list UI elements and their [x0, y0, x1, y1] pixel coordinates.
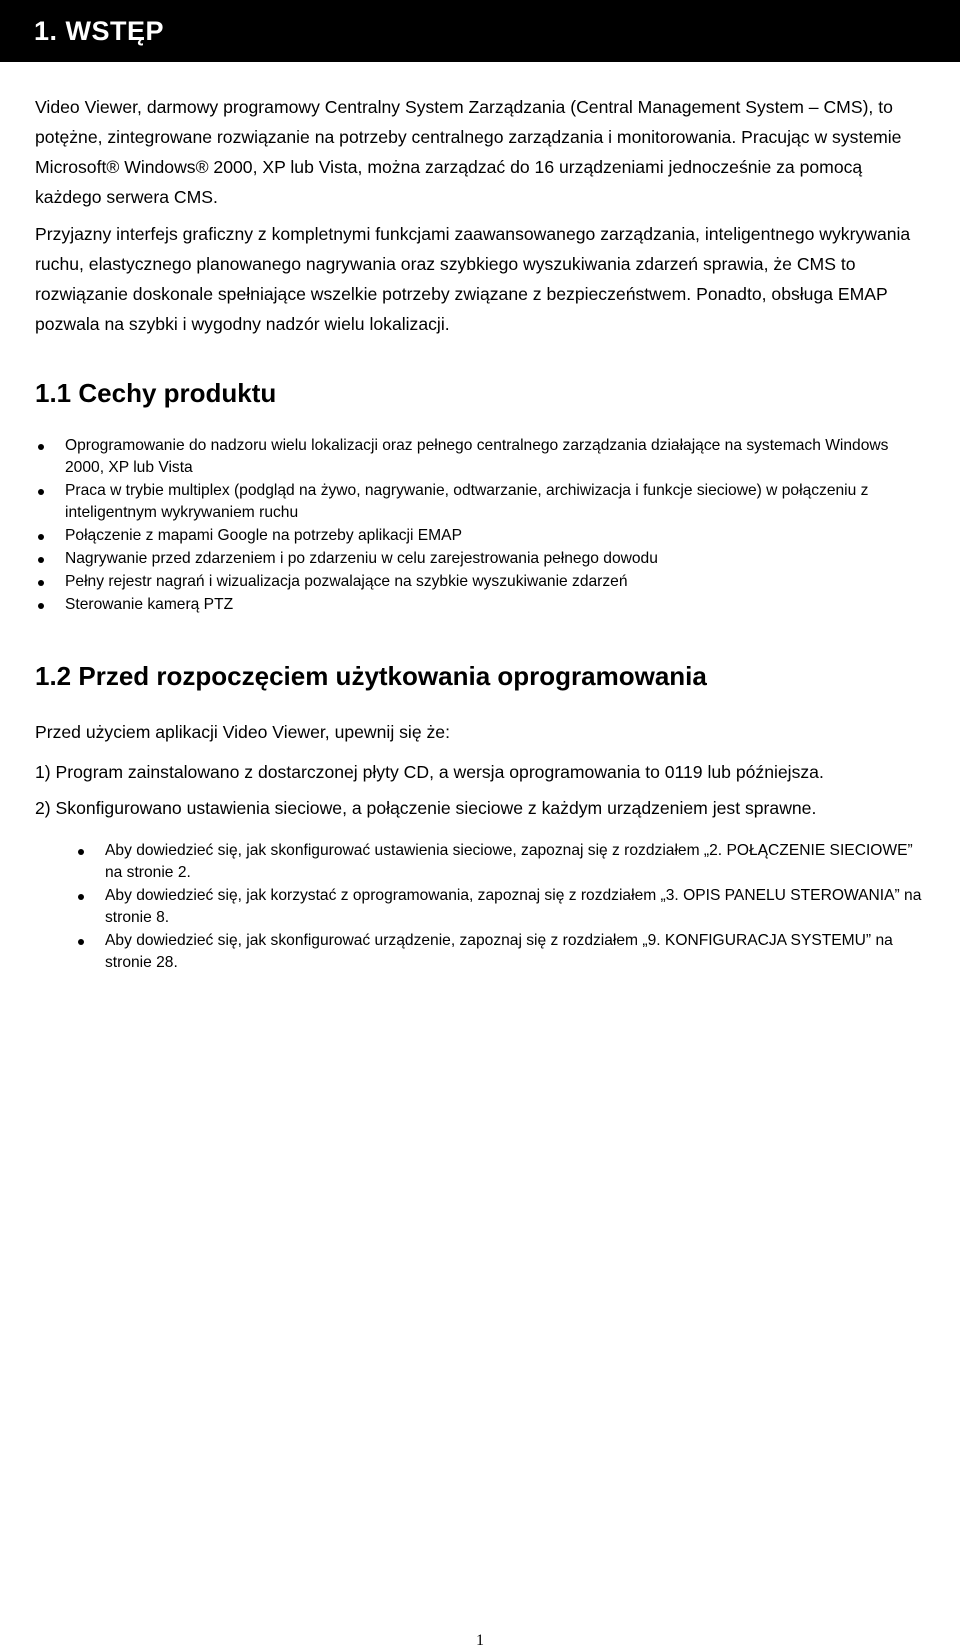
requirement-step: 2) Skonfigurowano ustawienia sieciowe, a połączenie sieciowe z każdym urządzeniem jest sprawne. — [35, 798, 817, 818]
list-item: Połączenie z mapami Google na potrzeby aplikacji EMAP — [35, 525, 927, 547]
list-item: Aby dowiedzieć się, jak skonfigurować ustawienia sieciowe, zapoznaj się z rozdziałem „2. POŁĄCZENIE SIECIOWE” na stronie 2. — [75, 840, 927, 884]
before-use-heading: 1.2 Przed rozpoczęciem użytkowania oprogramowania — [35, 661, 707, 691]
features-section — [35, 377, 927, 616]
chapter-title: 1. WSTĘP — [34, 16, 165, 46]
list-item: Nagrywanie przed zdarzeniem i po zdarzeniu w celu zarejestrowania pełnego dowodu — [35, 548, 927, 570]
before-use-section — [35, 660, 927, 974]
list-item: Aby dowiedzieć się, jak skonfigurować urządzenie, zapoznaj się z rozdziałem „9. KONFIGURACJA SYSTEMU” na stronie 28. — [75, 930, 927, 974]
chapter-title-bar — [0, 0, 960, 62]
intro-paragraph: Video Viewer, darmowy programowy Centralny System Zarządzania (Central Management System – CMS), to potężne, zintegrowane rozwiązanie na potrzeby centralnego zarządzania i monitorowania. Pracując w systemie Microsoft® Windows® 2000, XP lub Vista, można zarządzać do 16 urządzeniami jednocześnie za pomocą każdego serwera CMS. — [35, 97, 902, 207]
features-heading: 1.1 Cechy produktu — [35, 378, 277, 408]
features-list — [35, 435, 927, 616]
list-item: Sterowanie kamerą PTZ — [35, 594, 927, 616]
list-item: Praca w trybie multiplex (podgląd na żywo, nagrywanie, odtwarzanie, archiwizacja i funkcje sieciowe) w połączeniu z inteligentnym wykrywaniem ruchu — [35, 480, 927, 524]
list-item: Aby dowiedzieć się, jak korzystać z oprogramowania, zapoznaj się z rozdziałem „3. OPIS PANELU STEROWANIA” na stronie 8. — [75, 885, 927, 929]
page-number: 1 — [476, 1632, 484, 1649]
page-content — [35, 92, 927, 975]
intro-paragraph: Przyjazny interfejs graficzny z kompletnymi funkcjami zaawansowanego zarządzania, inteligentnego wykrywania ruchu, elastycznego planowanego nagrywania oraz szybkiego wyszukiwania zdarzeń sprawia, że CMS to rozwiązanie doskonale spełniające wszelkie potrzeby związane z bezpieczeństwem. Ponadto, obsługa EMAP pozwala na szybki i wygodny nadzór wielu lokalizacji. — [35, 224, 911, 334]
intro-section — [35, 92, 927, 339]
before-use-lead: Przed użyciem aplikacji Video Viewer, upewnij się że: — [35, 722, 450, 742]
references-list — [75, 840, 927, 974]
list-item: Oprogramowanie do nadzoru wielu lokalizacji oraz pełnego centralnego zarządzania działające na systemach Windows 2000, XP lub Vista — [35, 435, 927, 479]
list-item: Pełny rejestr nagrań i wizualizacja pozwalające na szybkie wyszukiwanie zdarzeń — [35, 571, 927, 593]
requirement-step: 1) Program zainstalowano z dostarczonej płyty CD, a wersja oprogramowania to 0119 lub późniejsza. — [35, 762, 824, 782]
